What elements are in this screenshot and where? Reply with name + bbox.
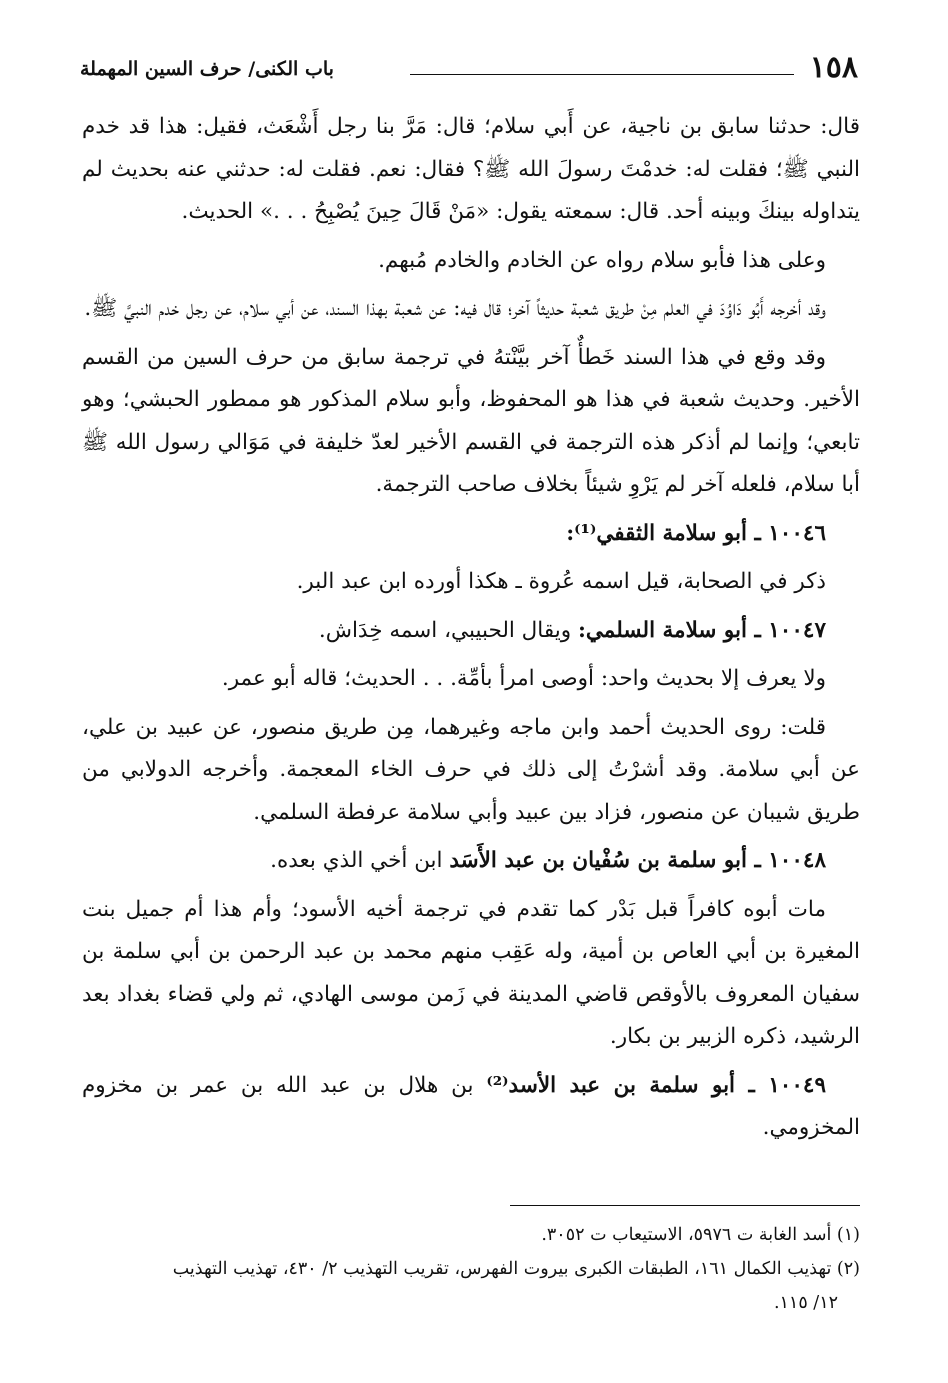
entry-10046-heading: [82, 513, 860, 556]
page-header: [80, 50, 858, 90]
entry-10048-heading: [82, 840, 860, 883]
footnote-2: (٢) تهذيب الكمال ١٦١، الطبقات الكبرى بيروت الفهرس، تقريب التهذيب ٢/ ٤٣٠، تهذيب التهذيب: [172, 1259, 860, 1279]
entry-heading-rest: ويقال الحبيبي، اسمه خِدَاش.: [318, 617, 578, 643]
entry-10049-heading: [82, 1065, 860, 1150]
main-text: [82, 106, 860, 1156]
entry-heading-rest: بن هلال بن عبد الله بن عمر بن مخزوم المخزومي.: [82, 1072, 860, 1140]
paragraph: وقد أخرجه أَبُو دَاوُدَ في العلم مِنْ طريق شعبة حديثاً آخر؛ قال فيه: عن شعبة بهذا السند، عن أبي سلام، عن رجل خدم النبيَّ ﷺ.: [84, 296, 826, 321]
paragraph: وعلى هذا فأبو سلام رواه عن الخادم والخادم مُبهم.: [378, 247, 826, 273]
page-number: ١٥٨: [809, 50, 858, 85]
entry-10047-text-2: قلت: روى الحديث أحمد وابن ماجه وغيرهما، مِن طريق منصور، عن عبيد بن علي، عن أبي سلامة. وقد أشرْتُ إلى ذلك في حرف الخاء المعجمة. وأخرجه الدولابي من طريق شيبان عن منصور، فزاد بين عبيد وأبي سلامة عرفطة السلمي.: [82, 714, 860, 825]
footnote-2-continuation: ١٢/ ١١٥.: [773, 1293, 838, 1313]
entry-10047-heading: [82, 610, 860, 653]
entry-heading: ١٠٠٤٩ ـ أبو سلمة بن عبد الأسد⁽²⁾: [486, 1072, 826, 1098]
footnote-separator: [510, 1205, 860, 1206]
paragraph: قال: حدثنا سابق بن ناجية، عن أَبي سلام؛ قال: مَرَّ بنا رجل أَشْعَث، فقيل: هذا قد خدم النبي ﷺ؛ فقلت له: خدمْتَ رسولَ الله ﷺ؟ فقال: نعم. فقلت له: حدثني عنه بحديث لم يتداوله بينكَ وبينه أحد. قال: سمعته يقول: «مَنْ قَالَ حِينَ يُصْبِحُ . . .» الحديث.: [82, 114, 860, 224]
entry-heading-rest: ابن أخي الذي بعده.: [270, 848, 450, 873]
footnote-1: (١) أسد الغابة ت ٥٩٧٦، الاستيعاب ت ٣٠٥٢.: [541, 1225, 860, 1245]
entry-heading: ١٠٠٤٦ ـ أبو سلامة الثقفي⁽¹⁾:: [566, 520, 826, 546]
entry-10047-text: ولا يعرف إلا بحديث واحد: أوصى امرأ بأمِّة. . . الحديث؛ قاله أبو عمر.: [221, 666, 826, 691]
paragraph: وقد وقع في هذا السند خَطأٌ آخر بيَّنْتهُ في ترجمة سابق من حرف السين من القسم الأخير. وحديث شعبة في هذا هو المحفوظ، وأبو سلام المذكور هو ممطور الحبشي؛ وهو تابعي؛ وإنما لم أذكر هذه الترجمة في القسم الأخير لعدّ خليفة في مَوَالي رسول الله ﷺ أبا سلام، فلعله آخر لم يَرْوِ شيئاً بخلاف صاحب الترجمة.: [82, 344, 860, 497]
running-title: باب الكنى/ حرف السين المهملة: [80, 58, 334, 80]
footnotes: [82, 1218, 860, 1320]
header-rule: [410, 74, 794, 75]
entry-10046-text: ذكر في الصحابة، قيل اسمه عُروة ـ هكذا أورده ابن عبد البر.: [296, 569, 826, 594]
entry-10048-text: مات أبوه كافراً قبل بَدْر كما تقدم في ترجمة أخيه الأسود؛ وأم هذا أم جميل بنت المغيرة بن أبي العاص بن أمية، وله عَقِب منهم محمد بن عبد الرحمن بن أبي سلمة بن سفيان المعروف بالأوقص قاضي المدينة في زَمن موسى الهادي، ثم ولي قضاء بغداد بعد الرشيد، ذكره الزبير بن بكار.: [82, 896, 860, 1049]
entry-heading: ١٠٠٤٧ ـ أبو سلامة السلمي:: [577, 617, 826, 643]
entry-heading: ١٠٠٤٨ ـ أبو سلمة بن سُفْيان بن عبد الأَسَد: [449, 848, 826, 873]
